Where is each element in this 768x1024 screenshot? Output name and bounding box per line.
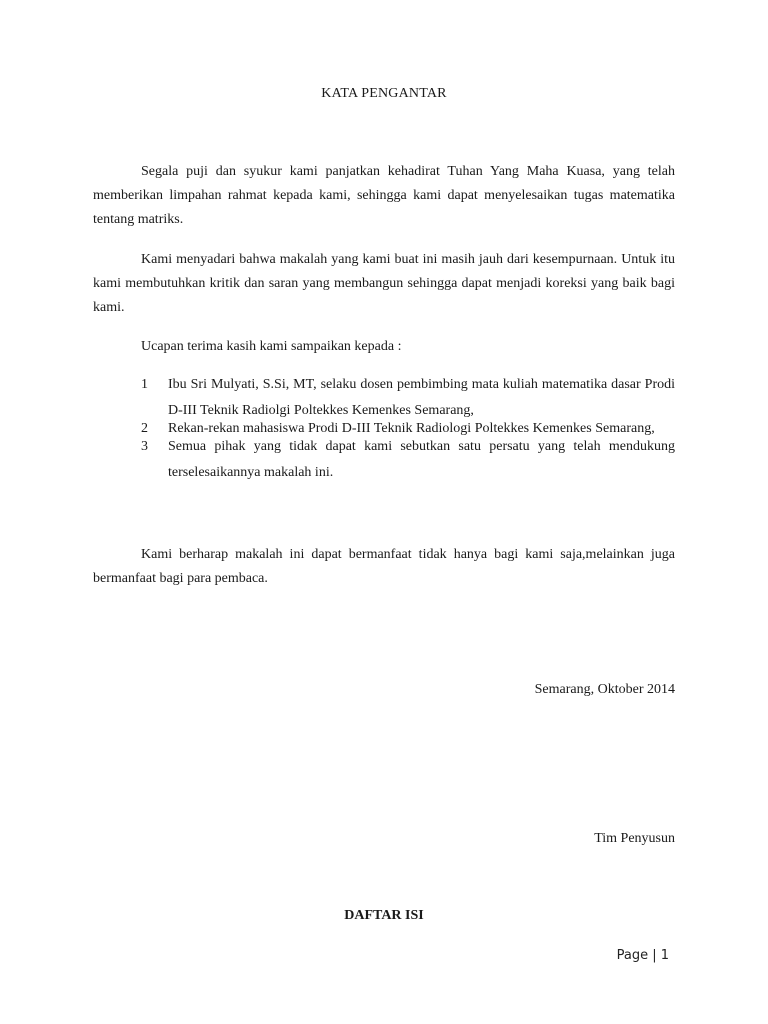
paragraph-closing: Kami berharap makalah ini dapat bermanfaat tidak hanya bagi kami saja,melainkan juga bermanfaat bagi para pembaca. <box>93 547 675 586</box>
page-number-footer: Page | 1 <box>616 948 669 963</box>
list-text: Ibu Sri Mulyati, S.Si, MT, selaku dosen pembimbing mata kuliah matematika dasar Prodi D-III Teknik Radiolgi Poltekkes Kemenkes Semarang, <box>168 377 675 418</box>
page-title: KATA PENGANTAR <box>321 86 447 101</box>
thanks-intro: Ucapan terima kasih kami sampaikan kepada : <box>141 339 402 354</box>
next-section-heading: DAFTAR ISI <box>344 908 424 923</box>
list-text: Semua pihak yang tidak dapat kami sebutkan satu persatu yang telah mendukung terselesaikannya makalah ini. <box>168 439 675 480</box>
thanks-list <box>141 372 675 486</box>
place-date: Semarang, Oktober 2014 <box>534 682 675 697</box>
list-number: 1 <box>141 377 148 392</box>
paragraph-acknowledgement: Kami menyadari bahwa makalah yang kami buat ini masih jauh dari kesempurnaan. Untuk itu kami membutuhkan kritik dan saran yang membangun sehingga dapat menjadi koreksi yang baik bagi kami. <box>93 252 675 315</box>
list-text: Rekan-rekan mahasiswa Prodi D-III Teknik Radiologi Poltekkes Kemenkes Semarang, <box>168 421 655 436</box>
list-number: 2 <box>141 421 148 436</box>
paragraph-opening: Segala puji dan syukur kami panjatkan kehadirat Tuhan Yang Maha Kuasa, yang telah memberikan limpahan rahmat kepada kami, sehingga kami dapat menyelesaikan tugas matematika tentang matriks. <box>93 164 675 227</box>
list-item <box>141 434 675 486</box>
list-number: 3 <box>141 439 148 454</box>
signature: Tim Penyusun <box>594 831 675 846</box>
